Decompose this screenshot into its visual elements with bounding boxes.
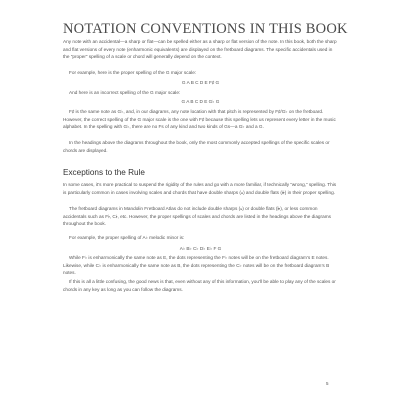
proper-example <box>63 69 338 77</box>
proper-scale-row <box>63 79 338 87</box>
headings-section <box>63 139 338 154</box>
intro-paragraph: Any note with an accidental—a sharp or flat—can be spelled either as a sharp or flat version of the note. In this book, both the sharp and flat versions of every note (enharmonic equivalents) are displayed on the fretboard diagrams. The specific accidentals used in the “proper” spelling of a scale or chord will generally depend on the context. <box>63 39 337 60</box>
exceptions-section-4 <box>63 278 338 293</box>
proper-scale-spelling: G A B C D E F♯ G <box>181 80 220 85</box>
exceptions-section-2 <box>63 205 338 228</box>
fsharp-paragraph: F♯ is the same note as G♭, and, in our diagrams, any note location with that pitch is represented by F♯/G♭ on the fretboard. However, the correct spelling of the G major scale is the one with F♯ because this spelling lets us represent every letter in the music alphabet. In the spelling with G♭, there are no Fs of any kind and two kinds of Gs—a G♭ and a G. <box>63 109 336 130</box>
exceptions-paragraph-2: The fretboard diagrams in Mandolin Fretboard Atlas do not include double sharps (𝄪) or double flats (𝄫), or less common accidentals such as F♭, C♭, etc. However, the proper spellings of scales and chords are listed in the headings above the diagrams throughout the book. <box>63 206 331 227</box>
exceptions-example <box>63 234 338 242</box>
exceptions-section <box>63 181 338 196</box>
page-number: 5 <box>326 381 329 386</box>
incorrect-intro-text: And here is an incorrect spelling of the G major scale: <box>69 90 181 95</box>
exceptions-scale-spelling: A♭ B♭ C♭ D♭ E♭ F G <box>179 246 222 251</box>
fsharp-section <box>63 108 338 131</box>
exceptions-paragraph-4: If this is all a little confusing, the good news is that, even without any of this information, you’ll be able to play any of the scales or chords in any key as long as you can follow the diagrams. <box>63 279 336 292</box>
proper-intro-text: For example, here is the proper spelling of the G major scale: <box>69 70 197 75</box>
page-title: NOTATION CONVENTIONS IN THIS BOOK <box>63 21 348 37</box>
exceptions-section-3 <box>63 254 338 277</box>
incorrect-scale-spelling: G A B C D E G♭ G <box>181 99 220 104</box>
section-heading-exceptions: Exceptions to the Rule <box>63 168 145 177</box>
exceptions-example-intro: For example, the proper spelling of A♭ melodic minor is: <box>69 235 185 240</box>
exceptions-scale-row <box>63 245 338 253</box>
exceptions-paragraph-3: While F♭ is enharmonically the same note as E, the dots representing the F♭ notes will be on the fretboard diagram’s E notes. Likewise, while C♭ is enharmonically the same note as B, the dots representing the C♭ notes will be on the fretboard diagram’s B notes. <box>63 255 330 276</box>
incorrect-example <box>63 89 338 97</box>
incorrect-scale-row <box>63 98 338 106</box>
exceptions-paragraph-1: In some cases, it’s more practical to suspend the rigidity of the rules and go with a more familiar, if technically “wrong,” spelling. This is particularly common in cases involving scales and chords that have double sharps (𝄪) and double flats (𝄫) in their proper spelling. <box>63 182 337 195</box>
intro-section <box>63 38 338 61</box>
headings-paragraph: In the headings above the diagrams throughout the book, only the most commonly accepted spellings of the specific scales or chords are displayed. <box>63 140 330 153</box>
